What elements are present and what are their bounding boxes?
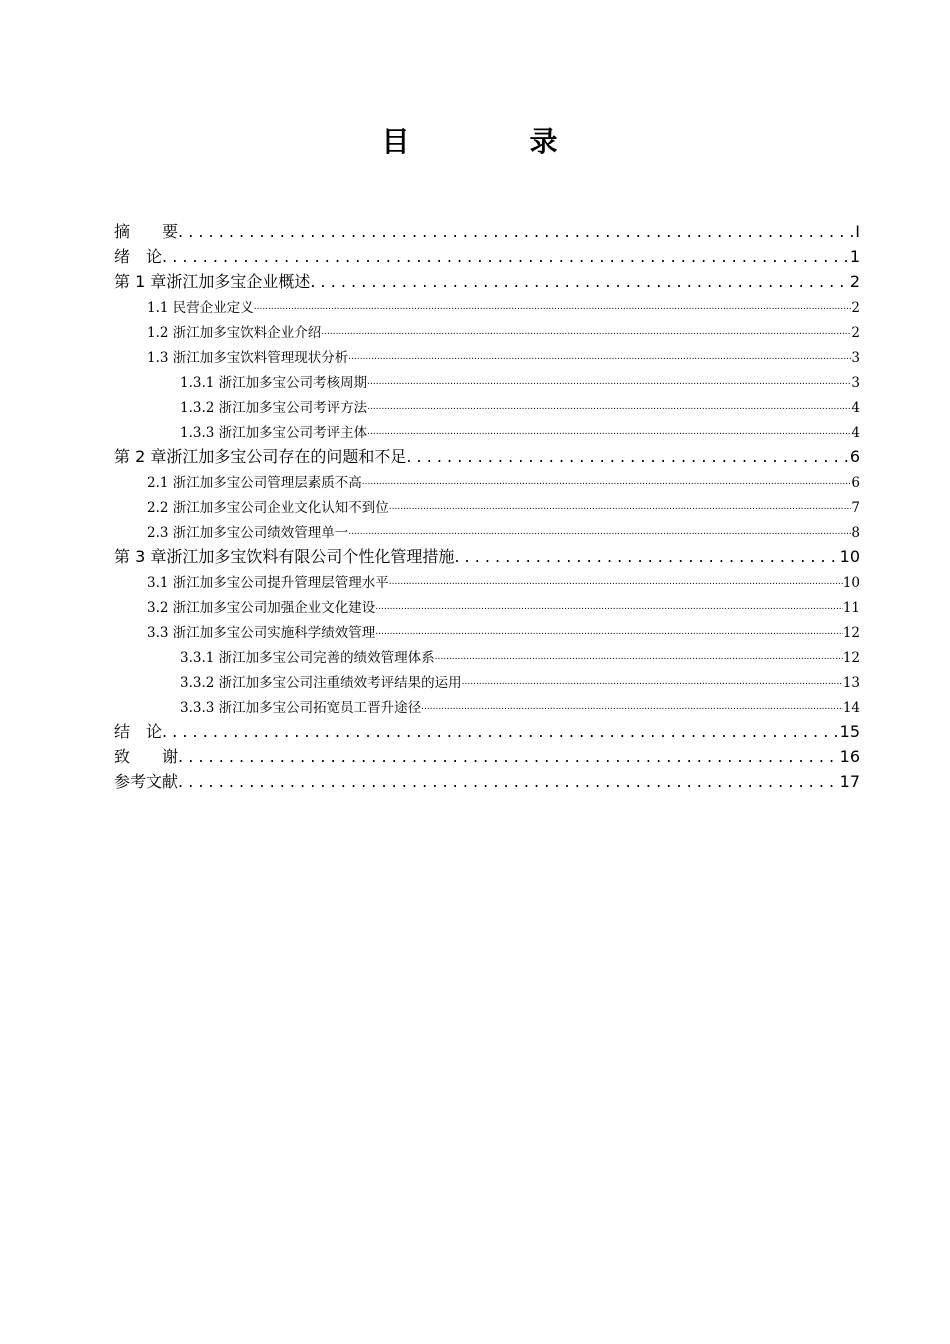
toc-entry-label: 1.2 浙江加多宝饮料企业介绍 bbox=[147, 325, 322, 341]
toc-entry-label: 2.1 浙江加多宝公司管理层素质不高 bbox=[147, 475, 362, 491]
toc-entry-page-number: 8 bbox=[851, 525, 860, 541]
toc-entry[interactable] bbox=[114, 767, 860, 792]
toc-entry-label: 1.3.3 浙江加多宝公司考评主体 bbox=[180, 425, 368, 441]
toc-entry-label: 1.3.1 浙江加多宝公司考核周期 bbox=[180, 375, 368, 391]
toc-entry-label: 1.3.2 浙江加多宝公司考评方法 bbox=[180, 400, 368, 416]
toc-entry-label: 第 2 章浙江加多宝公司存在的问题和不足 bbox=[114, 447, 407, 466]
toc-dot-leader bbox=[178, 772, 840, 792]
toc-entry-page-number: 3 bbox=[851, 375, 860, 391]
toc-entry-label: 参考文献 bbox=[114, 772, 179, 791]
toc-dot-leader bbox=[454, 547, 839, 567]
toc-dot-leader bbox=[421, 696, 843, 716]
toc-entry[interactable] bbox=[114, 267, 860, 292]
toc-dot-leader bbox=[362, 471, 852, 491]
toc-entry-page-number: 10 bbox=[839, 547, 860, 566]
toc-dot-leader bbox=[162, 722, 840, 742]
toc-entry[interactable] bbox=[114, 567, 860, 592]
toc-dot-leader bbox=[389, 496, 852, 516]
toc-entry-page-number: 6 bbox=[851, 475, 860, 491]
toc-entry-page-number: 13 bbox=[842, 675, 860, 691]
toc-entry-page-number: 10 bbox=[842, 575, 860, 591]
toc-list bbox=[114, 217, 860, 792]
toc-entry[interactable] bbox=[114, 342, 860, 367]
toc-dot-leader bbox=[435, 646, 843, 666]
toc-entry[interactable] bbox=[114, 742, 860, 767]
toc-entry-page-number: 2 bbox=[849, 272, 860, 291]
toc-entry-label: 3.3.2 浙江加多宝公司注重绩效考评结果的运用 bbox=[180, 675, 462, 691]
toc-entry-page-number: 3 bbox=[851, 350, 860, 366]
toc-entry-label: 3.2 浙江加多宝公司加强企业文化建设 bbox=[147, 600, 376, 616]
toc-entry[interactable] bbox=[114, 492, 860, 517]
toc-dot-leader bbox=[348, 521, 851, 541]
toc-entry-page-number: 17 bbox=[839, 772, 860, 791]
toc-entry-page-number: 2 bbox=[851, 300, 860, 316]
toc-entry-page-number: 12 bbox=[842, 650, 860, 666]
toc-entry[interactable] bbox=[114, 542, 860, 567]
toc-entry-page-number: 4 bbox=[851, 400, 860, 416]
toc-entry[interactable] bbox=[114, 242, 860, 267]
toc-entry-label: 绪 论 bbox=[114, 247, 163, 266]
toc-entry-page-number: 7 bbox=[851, 500, 860, 516]
toc-entry-page-number: 11 bbox=[842, 600, 860, 616]
toc-entry-label: 致 谢 bbox=[114, 747, 179, 766]
toc-entry[interactable] bbox=[114, 367, 860, 392]
toc-entry[interactable] bbox=[114, 692, 860, 717]
toc-dot-leader bbox=[367, 371, 851, 391]
toc-dot-leader bbox=[367, 396, 851, 416]
toc-entry[interactable] bbox=[114, 517, 860, 542]
toc-entry-page-number: I bbox=[855, 222, 860, 241]
toc-dot-leader bbox=[321, 321, 851, 341]
toc-entry[interactable] bbox=[114, 667, 860, 692]
toc-entry-page-number: 2 bbox=[851, 325, 860, 341]
toc-entry-page-number: 12 bbox=[842, 625, 860, 641]
toc-dot-leader bbox=[178, 747, 840, 767]
toc-entry-page-number: 1 bbox=[849, 247, 860, 266]
toc-entry-page-number: 6 bbox=[849, 447, 860, 466]
toc-entry[interactable] bbox=[114, 717, 860, 742]
toc-entry[interactable] bbox=[114, 217, 860, 242]
toc-entry-label: 摘 要 bbox=[114, 222, 179, 241]
toc-dot-leader bbox=[389, 571, 843, 591]
toc-entry-label: 3.3.1 浙江加多宝公司完善的绩效管理体系 bbox=[180, 650, 435, 666]
toc-dot-leader bbox=[310, 272, 849, 292]
toc-entry-page-number: 14 bbox=[842, 700, 860, 716]
toc-dot-leader bbox=[375, 621, 843, 641]
toc-dot-leader bbox=[367, 421, 851, 441]
toc-entry-label: 3.3.3 浙江加多宝公司拓宽员工晋升途径 bbox=[180, 700, 422, 716]
toc-entry-label: 第 3 章浙江加多宝饮料有限公司个性化管理措施 bbox=[114, 547, 455, 566]
toc-entry-label: 2.2 浙江加多宝公司企业文化认知不到位 bbox=[147, 500, 389, 516]
toc-entry-label: 1.1 民营企业定义 bbox=[147, 300, 254, 316]
toc-dot-leader bbox=[375, 596, 843, 616]
toc-entry-label: 2.3 浙江加多宝公司绩效管理单一 bbox=[147, 525, 349, 541]
toc-dot-leader bbox=[348, 346, 851, 366]
toc-entry-page-number: 16 bbox=[839, 747, 860, 766]
toc-dot-leader bbox=[406, 447, 849, 467]
toc-dot-leader bbox=[254, 296, 852, 316]
toc-entry[interactable] bbox=[114, 292, 860, 317]
toc-entry[interactable] bbox=[114, 592, 860, 617]
toc-entry[interactable] bbox=[114, 642, 860, 667]
toc-entry[interactable] bbox=[114, 442, 860, 467]
toc-entry[interactable] bbox=[114, 617, 860, 642]
toc-dot-leader bbox=[178, 222, 855, 242]
toc-entry-label: 第 1 章浙江加多宝企业概述 bbox=[114, 272, 311, 291]
toc-entry[interactable] bbox=[114, 467, 860, 492]
toc-dot-leader bbox=[162, 247, 850, 267]
toc-entry-label: 1.3 浙江加多宝饮料管理现状分析 bbox=[147, 350, 349, 366]
toc-entry[interactable] bbox=[114, 417, 860, 442]
toc-title: 目 录 bbox=[381, 125, 604, 158]
toc-entry[interactable] bbox=[114, 317, 860, 342]
toc-entry[interactable] bbox=[114, 392, 860, 417]
toc-entry-page-number: 15 bbox=[839, 722, 860, 741]
toc-dot-leader bbox=[462, 671, 843, 691]
toc-entry-label: 3.3 浙江加多宝公司实施科学绩效管理 bbox=[147, 625, 376, 641]
toc-entry-page-number: 4 bbox=[851, 425, 860, 441]
toc-entry-label: 结 论 bbox=[114, 722, 163, 741]
toc-entry-label: 3.1 浙江加多宝公司提升管理层管理水平 bbox=[147, 575, 389, 591]
